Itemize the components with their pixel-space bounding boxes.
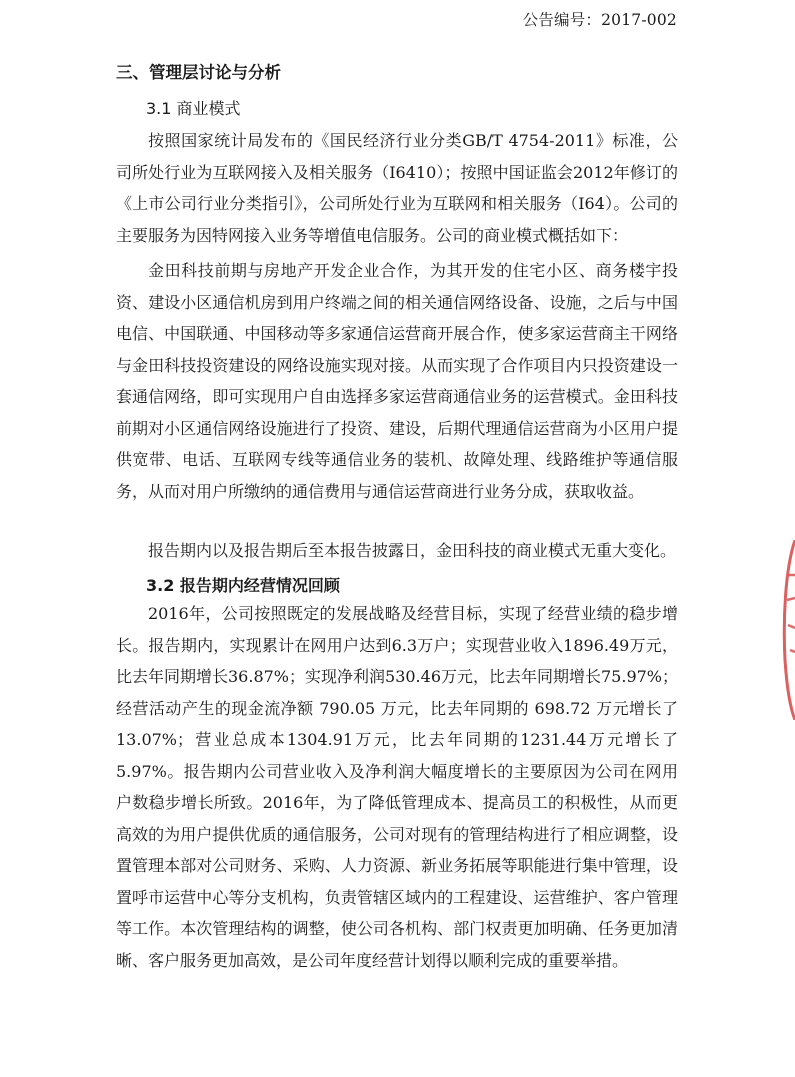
subsection-heading-operations-review: 3.2 报告期内经营情况回顾 (146, 576, 340, 595)
paragraph-industry-classification: 按照国家统计局发布的《国民经济行业分类GB/T 4754-2011》标准，公司所处行业为互联网接入及相关服务（I6410）；按照中国证监会2012年修订的《上市公司行业分类指引》，公司所处行业为互联网和相关服务（I64）。公司的主要服务为因特网接入业务等增值电信服务。公司的商业模式概括如下： (116, 131, 678, 245)
paragraph-business-model-description: 金田科技前期与房地产开发企业合作，为其开发的住宅小区、商务楼宇投资、建设小区通信机房到用户终端之间的相关通信网络设备、设施，之后与中国电信、中国联通、中国移动等多家通信运营商开展合作，使多家运营商主干网络与金田科技投资建设的网络设施实现对接。从而实现了合作项目内只投资建设一套通信网络，即可实现用户自由选择多家运营商通信业务的运营模式。金田科技前期对小区通信网络设施进行了投资、建设，后期代理通信运营商为小区用户提供宽带、电话、互联网专线等通信业务的装机、故障处理、线路维护等通信服务，从而对用户所缴纳的通信费用与通信运营商进行业务分成，获取收益。 (116, 261, 678, 501)
section-title: 三、管理层讨论与分析 (116, 63, 281, 82)
announcement-number: 公告编号：2017-002 (522, 11, 677, 29)
red-seal-stamp-edge (779, 540, 795, 720)
subsection-heading-business-model: 3.1 商业模式 (146, 99, 241, 118)
paragraph-operations-review: 2016年，公司按照既定的发展战略及经营目标，实现了经营业绩的稳步增长。报告期内，实现累计在网用户达到6.3万户；实现营业收入1896.49万元，比去年同期增长36.87%；实现净利润530.46万元，比去年同期增长75.97%；经营活动产生的现金流净额 790.05 万元，比去年同期的 698.72 万元增长了13.07%；营业总成本1304.91万元，比去年同期的1231.44万元增长了5.97%。报告期内公司营业收入及净利润大幅度增长的主要原因为公司在网用户数稳步增长所致。2016年，为了降低管理成本、提高员工的积极性，从而更高效的为用户提供优质的通信服务，公司对现有的管理结构进行了相应调整，设置管理本部对公司财务、采购、人力资源、新业务拓展等职能进行集中管理，设置呼市运营中心等分支机构，负责管辖区域内的工程建设、运营维护、客户管理等工作。本次管理结构的调整，使公司各机构、部门权责更加明确、任务更加清晰、客户服务更加高效，是公司年度经营计划得以顺利完成的重要举措。 (116, 604, 679, 970)
paragraph-no-material-change: 报告期内以及报告期后至本报告披露日，金田科技的商业模式无重大变化。 (148, 541, 677, 560)
